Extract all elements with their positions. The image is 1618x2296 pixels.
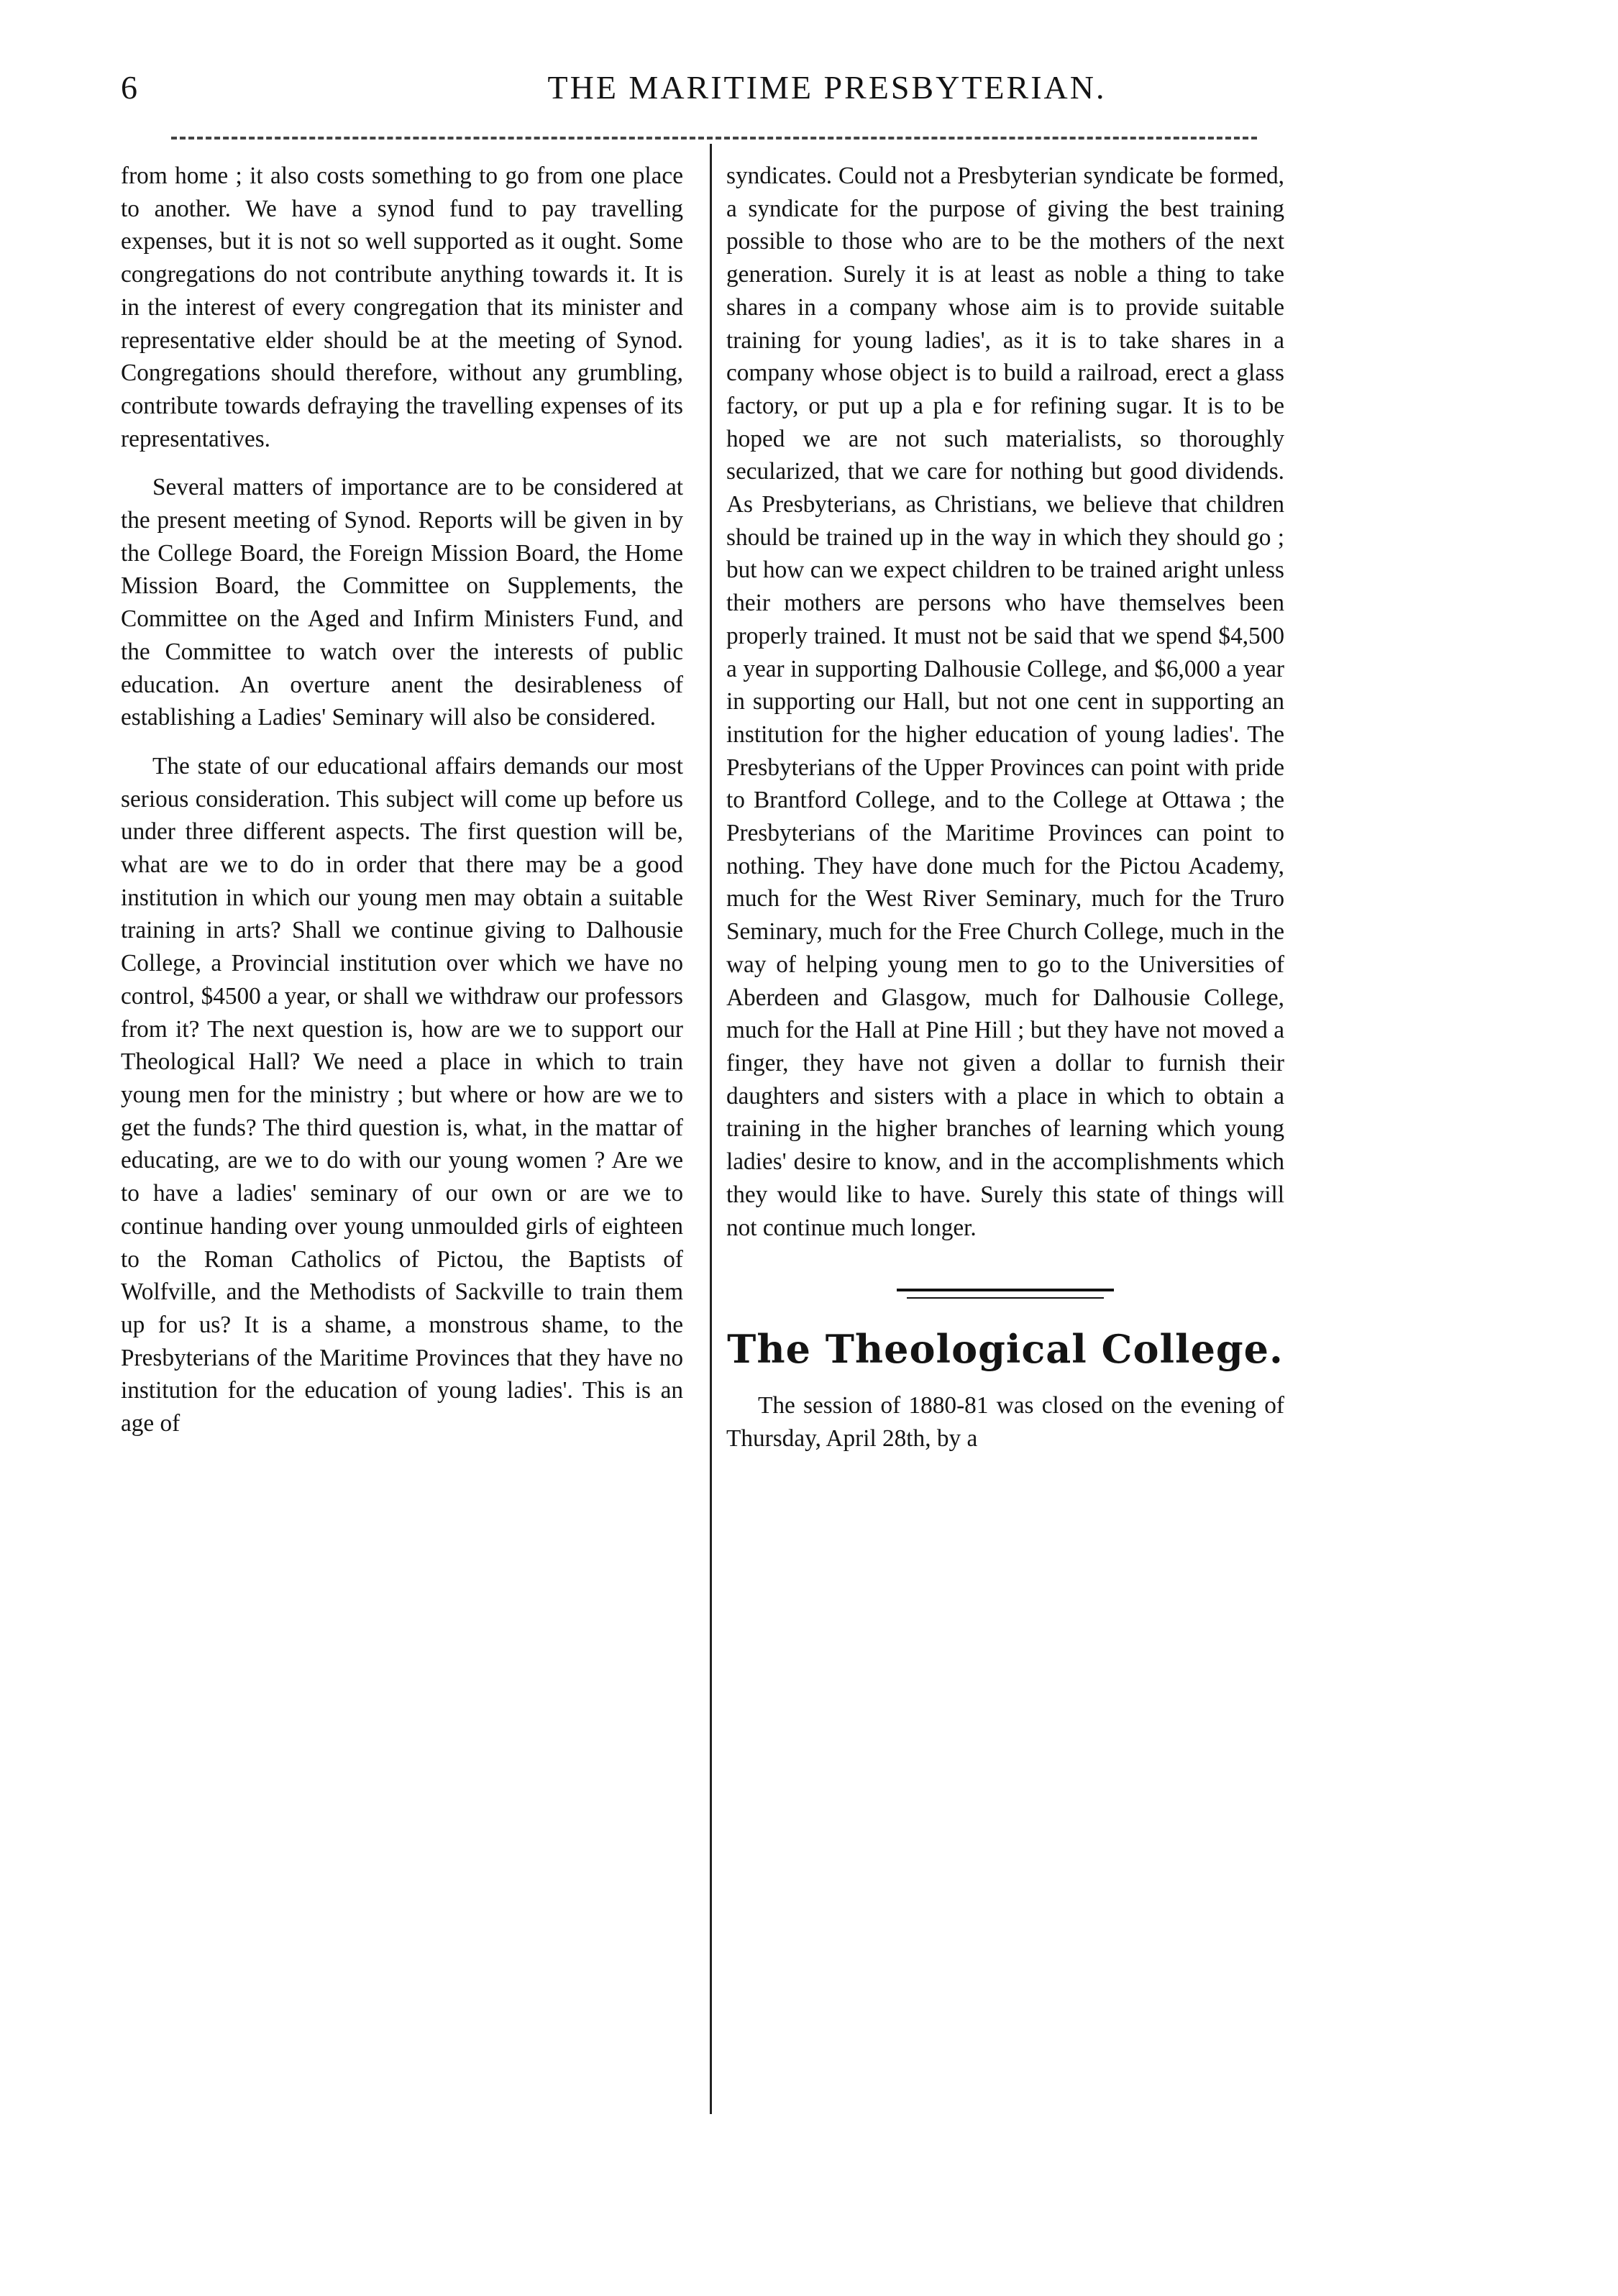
left-paragraph-3: The state of our educational affairs demands our most serious consideration. This subject will come up before us under three different aspects. The first question will be, what are we to do in order that there may be a good institution in which our young men may obtain a suitable training in arts? Shall we continue giving to Dalhousie College, a Provincial institution over which we have no control, $4500 a year, or shall we withdraw our professors from it? The next question is, how are we to support our Theological Hall? We need a place in which to train young men for the ministry ; but where or how are we to get the funds? The third question is, what, in the mattar of educating, are we to do with our young women ? Are we to have a ladies' seminary of our own or are we to continue handing over young unmoulded girls of eighteen to the Roman Catholics of Pictou, the Baptists of Wolfville, and the Methodists of Sackville to train them up for us? It is a shame, a monstrous shame, to the Presbyterians of the Maritime Provinces that they have no institution for the education of young ladies'. This is an age of: [121, 752, 683, 1437]
left-paragraph-2: Several matters of importance are to be considered at the present meeting of Synod. Reports will be given in by the College Board, the Foreign Mission Board, the Home Mission Board, the Committee on Supplements, the Committee on the Aged and Infirm Ministers Fund, and the Committee to watch over the interests of public education. An overture anent the desirableness of establishing a Ladies' Seminary will also be considered.: [121, 474, 683, 731]
column-divider: [710, 144, 712, 2114]
section-divider: [897, 1289, 1114, 1299]
header-rule: [171, 137, 1257, 140]
page-number: 6: [121, 69, 137, 106]
section-body-text: The session of 1880-81 was closed on the evening of Thursday, April 28th, by a: [726, 1391, 1284, 1452]
left-column: [121, 160, 683, 1456]
page-header: [0, 66, 1618, 116]
running-title: THE MARITIME PRESBYTERIAN.: [547, 69, 1107, 106]
right-paragraph-1: syndicates. Could not a Presbyterian syndicate be formed, a syndicate for the purpose of giving the best training possible to those who are to be the mothers of the next generation. Surely it is at least as noble a thing to take shares in a company whose aim is to provide suitable training for young ladies', as it is to take shares in a company whose object is to build a railroad, erect a glass factory, or put up a pla e for refining sugar. It is to be hoped we are not such materialists, so thoroughly secularized, that we care for nothing but good dividends. As Presbyterians, as Christians, we believe that children should be trained up in the way in which they should go ; but how can we expect children to be trained aright unless their mothers are persons who have themselves been properly trained. It must not be said that we spend $4,500 a year in supporting Dalhousie College, and $6,000 a year in supporting our Hall, but not one cent in supporting an institution for the higher education of young ladies'. The Presbyterians of the Upper Provinces can point with pride to Brantford College, and to the College at Ottawa ; the Presbyterians of the Maritime Provinces can point to nothing. They have done much for the Pictou Academy, much for the West River Seminary, much for the Truro Seminary, much for the Free Church College, much in the way of helping young men to go to the Universities of Aberdeen and Glasgow, much for Dalhousie College, much for the Hall at Pine Hill ; but they have not moved a finger, they have not given a dollar to furnish their daughters and sisters with a place in which to obtain a training in the higher branches of learning which young ladies' desire to know, and in the accomplishments which they would like to have. Surely this state of things will not continue much longer.: [726, 163, 1284, 1241]
section-heading: The Theological College.: [727, 1326, 1284, 1373]
left-paragraph-1: from home ; it also costs something to go from one place to another. We have a synod fund to pay travelling expenses, but it is not so well supported as it ought. Some congregations do not contribute anything towards it. It is in the interest of every congregation that its minister and representative elder should be at the meeting of Synod. Congregations should therefore, without any grumbling, contribute towards defraying the travelling expenses of its representatives.: [121, 163, 683, 452]
right-column: [726, 160, 1284, 1455]
